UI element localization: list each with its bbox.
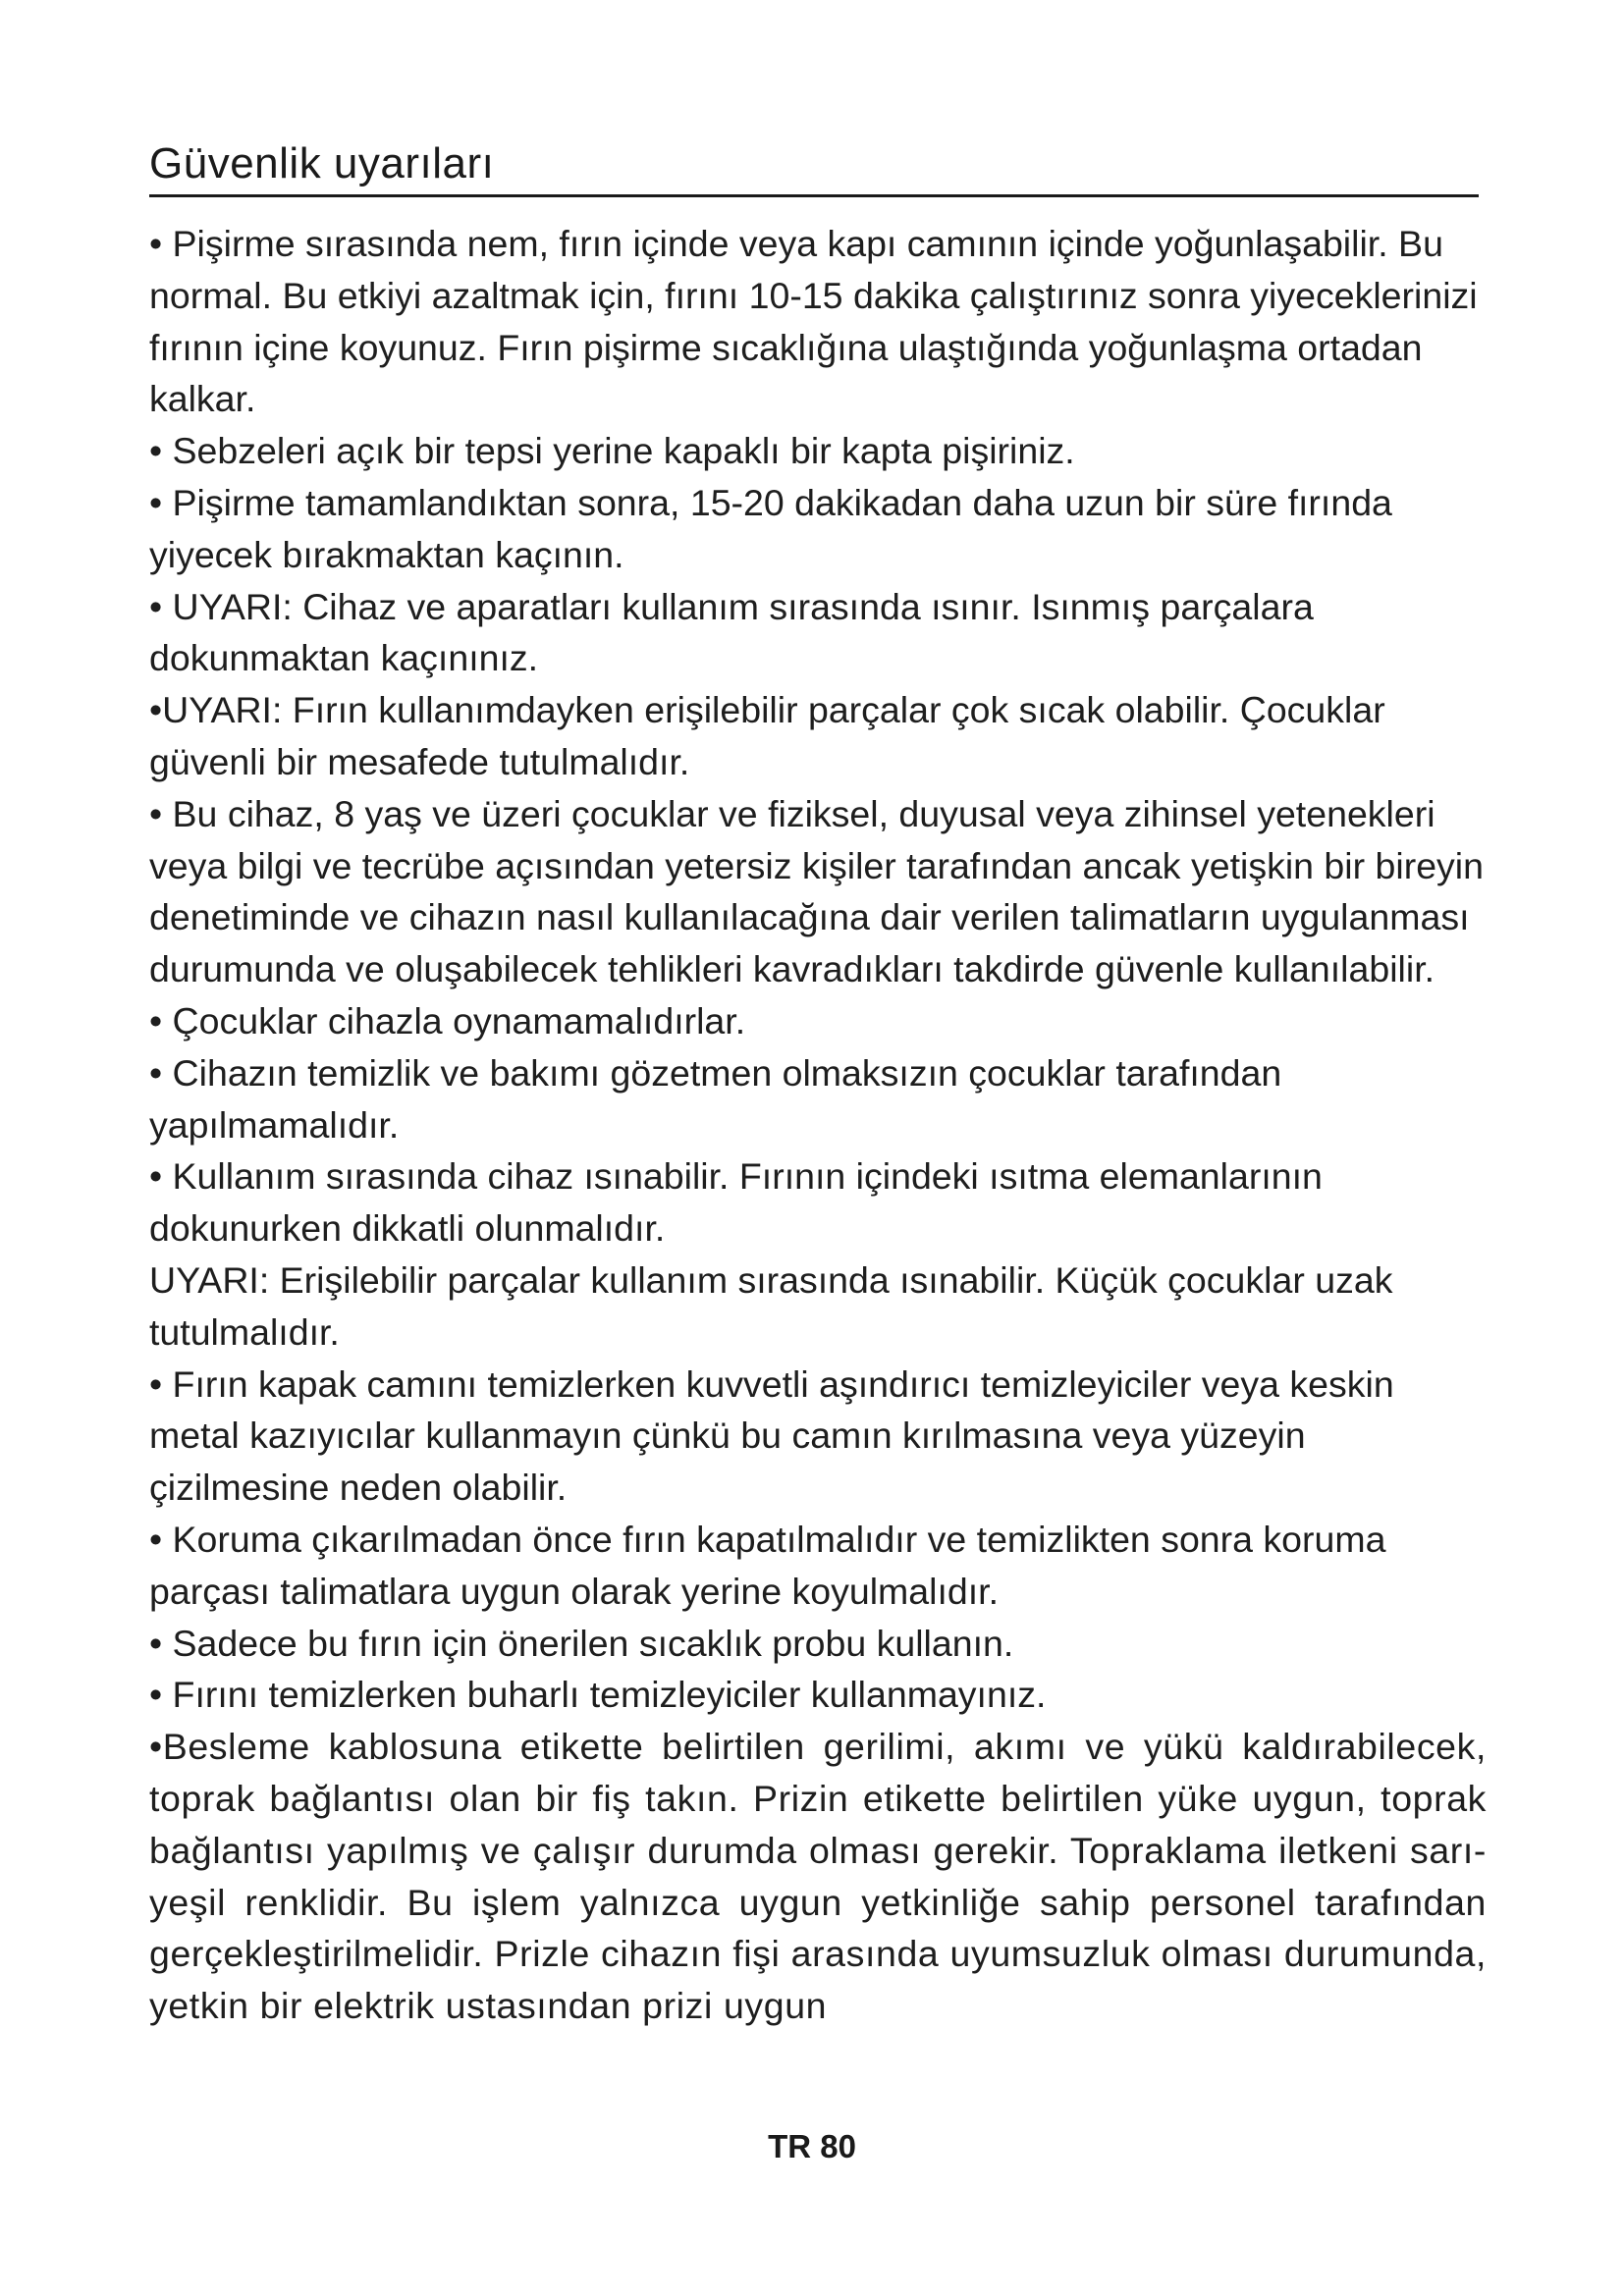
paragraph-steam-cleaners: • Fırını temizlerken buharlı temizleyiciler kullanmayınız. <box>149 1674 1047 1716</box>
paragraph-door-glass-cleaning: • Fırın kapak camını temizlerken kuvvetli aşındırıcı temizleyiciler veya keskin metal kazıyıcılar kullanmayın çünkü bu camın kırılmasına veya yüzeyin çizilmesine neden olabilir. <box>149 1362 1394 1509</box>
paragraph-warning-accessible-parts: UYARI: Erişilebilir parçalar kullanım sırasında ısınabilir. Küçük çocuklar uzak tutulmalıdır. <box>149 1258 1393 1353</box>
page-title: Güvenlik uyarıları <box>149 139 495 187</box>
paragraph-guard-removal: • Koruma çıkarılmadan önce fırın kapatılmalıdır ve temizlikten sonra koruma parçası talimatlara uygun olarak yerine koyulmalıdır. <box>149 1518 1386 1612</box>
paragraph-vegetables: • Sebzeleri açık bir tepsi yerine kapaklı bir kapta pişiriniz. <box>149 430 1075 472</box>
paragraph-warning-children-distance: •UYARI: Fırın kullanımdayken erişilebilir parçalar çok sıcak olabilir. Çocuklar güvenli bir mesafede tutulmalıdır. <box>149 689 1385 782</box>
paragraph-leftover-food: • Pişirme tamamlandıktan sonra, 15-20 dakikadan daha uzun bir süre fırında yiyecek bırakmaktan kaçının. <box>149 481 1392 575</box>
page-number: TR 80 <box>768 2128 856 2164</box>
safety-warnings-body <box>149 218 1487 2032</box>
paragraph-supervised-use: • Bu cihaz, 8 yaş ve üzeri çocuklar ve fiziksel, duyusal veya zihinsel yetenekleri veya bilgi ve tecrübe açısından yetersiz kişiler tarafından ancak yetişkin bir bireyin denetiminde ve cihazın nasıl kullanılacağına dair verilen talimatların uygulanması durumunda ve oluşabilecek tehlikleri kavradıkları takdirde güvenle kullanılabilir. <box>149 792 1484 990</box>
paragraph-cleaning-by-children: • Cihazın temizlik ve bakımı gözetmen olmaksızın çocuklar tarafından yapılmamalıdır. <box>149 1051 1282 1146</box>
paragraph-heating-elements: • Kullanım sırasında cihaz ısınabilir. Fırının içindeki ısıtma elemanlarının dokunurken dikkatli olunmalıdır. <box>149 1155 1323 1250</box>
paragraph-children-play: • Çocuklar cihazla oynamamalıdırlar. <box>149 999 746 1041</box>
paragraph-power-supply: •Besleme kablosuna etikette belirtilen gerilimi, akımı ve yükü kaldırabilecek, toprak bağlantısı olan bir fiş takın. Prizin etikette belirtilen yüke uygun, toprak bağlantısı yapılmış ve çalışır durumda olması gerekir. Topraklama iletkeni sarı-yeşil renklidir. Bu işlem yalnızca uygun yetkinliğe sahip personel tarafından gerçekleştirilmelidir. Prizle cihazın fişi arasında uyumsuzluk olması durumunda, yetkin bir elektrik ustasından prizi uygun <box>149 1726 1487 2027</box>
paragraph-temperature-probe: • Sadece bu fırın için önerilen sıcaklık probu kullanın. <box>149 1622 1014 1664</box>
paragraph-warning-hot-accessories: • UYARI: Cihaz ve aparatları kullanım sırasında ısınır. Isınmış parçalara dokunmaktan kaçınınız. <box>149 585 1314 679</box>
paragraph-condensation: • Pişirme sırasında nem, fırın içinde veya kapı camının içinde yoğunlaşabilir. Bu normal. Bu etkiyi azaltmak için, fırını 10-15 dakika çalıştırınız sonra yiyeceklerinizi fırının içine koyunuz. Fırın pişirme sıcaklığına ulaştığında yoğunlaşma ortadan kalkar. <box>149 223 1478 420</box>
title-underline <box>149 194 1479 197</box>
